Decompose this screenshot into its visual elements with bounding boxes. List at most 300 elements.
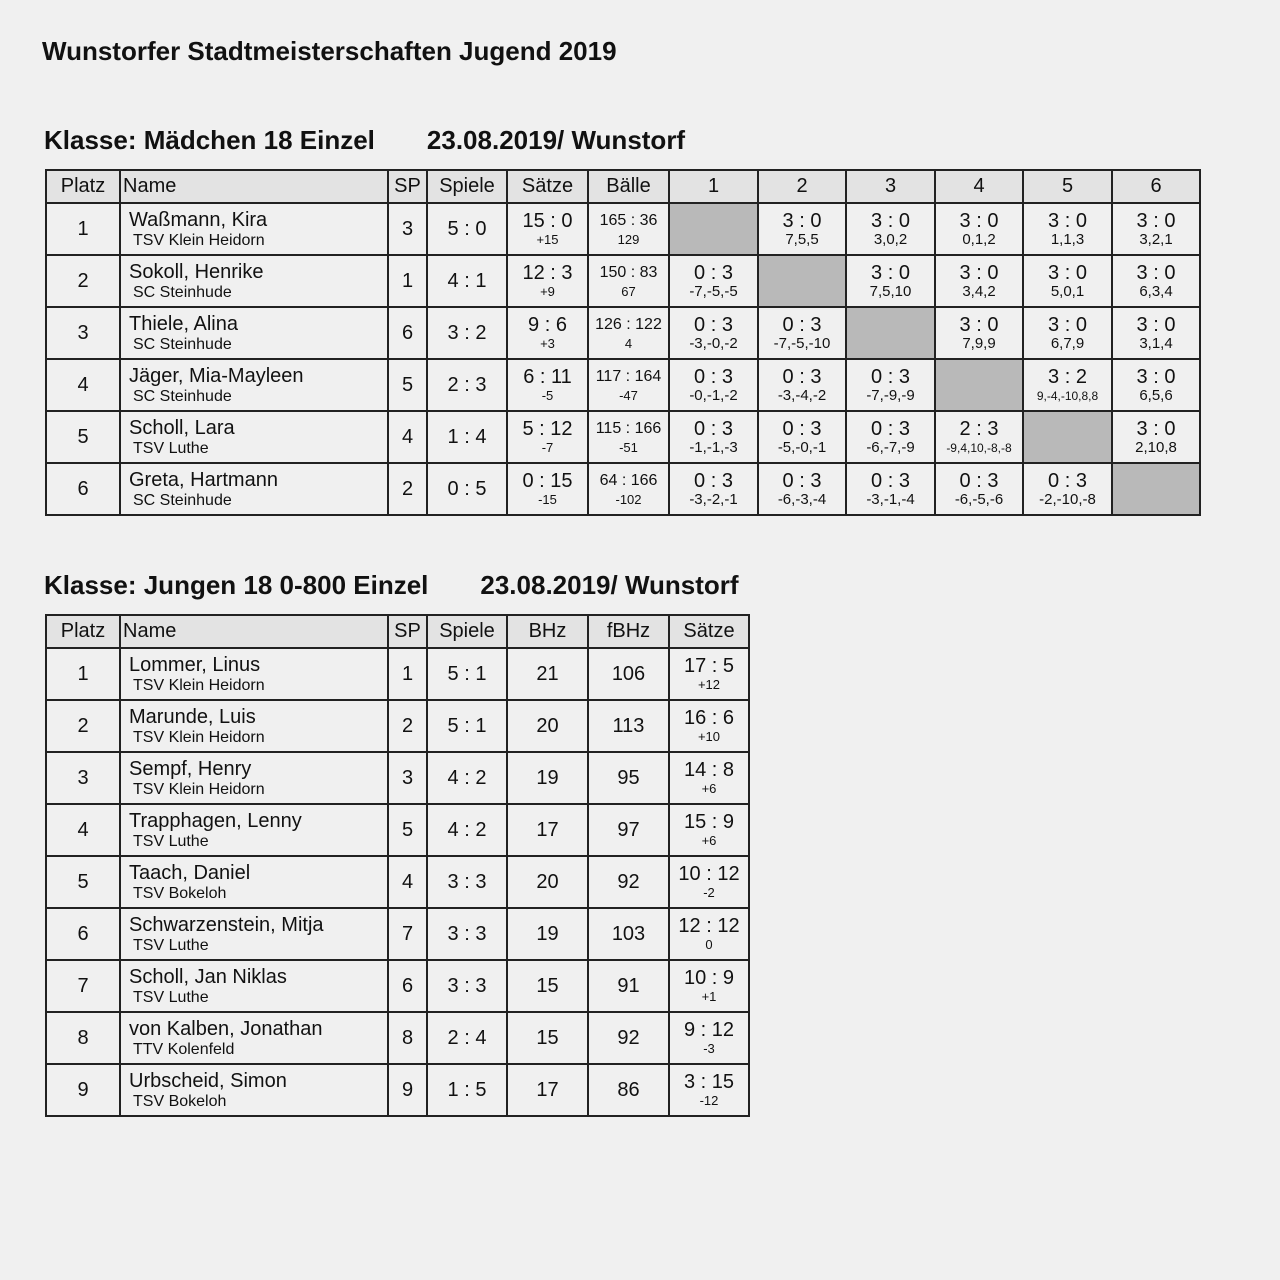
girls-results-table — [45, 169, 1201, 516]
player-name: von Kalben, Jonathan — [129, 1017, 323, 1040]
self-match-cell — [846, 307, 935, 359]
match-cell — [846, 359, 935, 411]
player-name: Marunde, Luis — [129, 705, 256, 728]
sp-cell: 8 — [388, 1012, 427, 1064]
match-sets: 0,1,2 — [962, 231, 996, 248]
platz-cell: 9 — [46, 1064, 120, 1116]
spiele-cell: 3 : 3 — [427, 856, 507, 908]
player-club: TTV Kolenfeld — [133, 1040, 235, 1058]
saetze-cell — [669, 1012, 749, 1064]
match-score: 0 : 3 — [694, 366, 733, 388]
player-name: Trapphagen, Lenny — [129, 809, 302, 832]
match-cell — [935, 255, 1023, 307]
saetze-diff: -12 — [699, 1093, 719, 1108]
saetze-diff: -15 — [538, 492, 557, 507]
sp-cell: 3 — [388, 203, 427, 255]
player-cell — [120, 648, 388, 700]
saetze-value: 3 : 15 — [683, 1071, 735, 1093]
fbhz-cell: 86 — [588, 1064, 669, 1116]
match-score: 0 : 3 — [694, 314, 733, 336]
player-name: Urbscheid, Simon — [129, 1069, 287, 1092]
match-score: 3 : 0 — [1136, 366, 1176, 388]
table-row — [46, 307, 1200, 359]
sp-cell: 4 — [388, 856, 427, 908]
col-header-name: Name — [120, 170, 388, 203]
player-cell — [120, 856, 388, 908]
self-match-cell — [669, 203, 758, 255]
player-name: Greta, Hartmann — [129, 468, 278, 491]
bhz-cell: 17 — [507, 804, 588, 856]
col-header-fbhz: fBHz — [588, 615, 669, 648]
sp-cell: 7 — [388, 908, 427, 960]
col-header-opponent-3: 3 — [846, 170, 935, 203]
bhz-cell: 20 — [507, 856, 588, 908]
baelle-value: 126 : 122 — [595, 316, 662, 333]
match-sets: 6,7,9 — [1050, 335, 1085, 352]
platz-cell: 7 — [46, 960, 120, 1012]
table-row — [46, 908, 749, 960]
saetze-diff: +9 — [540, 284, 555, 299]
col-header-spiele: Spiele — [427, 615, 507, 648]
match-sets: -3,-0,-2 — [689, 335, 738, 352]
col-header-opponent-6: 6 — [1112, 170, 1200, 203]
player-cell — [120, 411, 388, 463]
saetze-diff: +6 — [701, 781, 717, 796]
baelle-cell — [588, 463, 669, 515]
self-match-cell — [1112, 463, 1200, 515]
match-score: 0 : 3 — [871, 470, 910, 492]
baelle-cell — [588, 255, 669, 307]
player-cell — [120, 255, 388, 307]
player-cell — [120, 700, 388, 752]
saetze-diff: +3 — [540, 336, 555, 351]
baelle-cell — [588, 411, 669, 463]
player-club: TSV Bokeloh — [133, 884, 227, 902]
match-score: 3 : 0 — [1048, 314, 1087, 336]
saetze-value: 17 : 5 — [683, 655, 735, 677]
match-score: 3 : 0 — [1136, 314, 1176, 336]
sp-cell: 1 — [388, 648, 427, 700]
match-score: 0 : 3 — [871, 366, 910, 388]
match-cell — [758, 359, 846, 411]
player-club: TSV Klein Heidorn — [133, 728, 265, 746]
player-name: Taach, Daniel — [129, 861, 251, 884]
match-sets: -3,-2,-1 — [689, 491, 738, 508]
col-header-opponent-5: 5 — [1023, 170, 1112, 203]
saetze-cell — [669, 648, 749, 700]
table-row — [46, 700, 749, 752]
spiele-cell: 3 : 3 — [427, 960, 507, 1012]
table-row — [46, 960, 749, 1012]
girls-class-title: Klasse: Mädchen 18 Einzel — [44, 125, 375, 155]
match-cell — [1023, 307, 1112, 359]
sp-cell: 5 — [388, 359, 427, 411]
platz-cell: 5 — [46, 856, 120, 908]
col-header-saetze: Sätze — [669, 615, 749, 648]
match-score: 3 : 2 — [1048, 366, 1087, 388]
boys-header-row — [46, 615, 749, 648]
saetze-value: 5 : 12 — [522, 418, 573, 440]
match-score: 0 : 3 — [694, 470, 733, 492]
player-club: TSV Luthe — [133, 988, 209, 1006]
match-cell — [758, 307, 846, 359]
player-club: TSV Klein Heidorn — [133, 780, 265, 798]
table-row — [46, 648, 749, 700]
spiele-cell: 5 : 0 — [427, 203, 507, 255]
match-cell — [1023, 203, 1112, 255]
platz-cell: 1 — [46, 648, 120, 700]
saetze-value: 6 : 11 — [523, 366, 572, 388]
match-sets: 2,10,8 — [1135, 439, 1177, 456]
match-score: 3 : 0 — [1048, 262, 1087, 284]
match-sets: 3,0,2 — [873, 231, 908, 248]
saetze-diff: 0 — [705, 937, 713, 952]
saetze-cell — [669, 908, 749, 960]
sp-cell: 4 — [388, 411, 427, 463]
table-row — [46, 752, 749, 804]
table-row — [46, 463, 1200, 515]
player-club: TSV Bokeloh — [133, 1092, 227, 1110]
self-match-cell — [935, 359, 1023, 411]
player-name: Scholl, Lara — [129, 416, 235, 439]
match-score: 0 : 3 — [871, 418, 910, 440]
page-title: Wunstorfer Stadtmeisterschaften Jugend 2019 — [42, 36, 617, 66]
match-sets: 9,-4,-10,8,8 — [1036, 389, 1099, 403]
match-score: 3 : 0 — [1136, 210, 1176, 232]
baelle-value: 115 : 166 — [595, 420, 662, 437]
sp-cell: 1 — [388, 255, 427, 307]
table-row — [46, 203, 1200, 255]
sp-cell: 9 — [388, 1064, 427, 1116]
col-header-platz: Platz — [46, 615, 120, 648]
spiele-cell: 5 : 1 — [427, 648, 507, 700]
match-cell — [669, 359, 758, 411]
boys-results-table — [45, 614, 750, 1117]
platz-cell: 6 — [46, 463, 120, 515]
player-cell — [120, 463, 388, 515]
girls-heading — [44, 125, 685, 156]
match-sets: -7,-5,-10 — [773, 335, 831, 352]
saetze-value: 9 : 12 — [683, 1019, 735, 1041]
platz-cell: 3 — [46, 752, 120, 804]
player-name: Scholl, Jan Niklas — [129, 965, 287, 988]
saetze-value: 12 : 3 — [522, 262, 573, 284]
player-club: SC Steinhude — [133, 335, 232, 353]
match-sets: 3,1,4 — [1139, 335, 1173, 352]
col-header-name: Name — [120, 615, 388, 648]
col-header-spiele: Spiele — [427, 170, 507, 203]
platz-cell: 1 — [46, 203, 120, 255]
match-score: 0 : 3 — [782, 418, 822, 440]
table-row — [46, 1064, 749, 1116]
match-score: 3 : 0 — [782, 210, 822, 232]
self-match-cell — [1023, 411, 1112, 463]
col-header-opponent-1: 1 — [669, 170, 758, 203]
player-cell — [120, 804, 388, 856]
sp-cell: 6 — [388, 960, 427, 1012]
saetze-value: 15 : 0 — [522, 210, 573, 232]
match-score: 0 : 3 — [694, 418, 733, 440]
saetze-value: 14 : 8 — [683, 759, 735, 781]
girls-header-row — [46, 170, 1200, 203]
fbhz-cell: 97 — [588, 804, 669, 856]
player-cell — [120, 1064, 388, 1116]
saetze-value: 16 : 6 — [683, 707, 735, 729]
match-cell — [846, 255, 935, 307]
match-cell — [935, 307, 1023, 359]
saetze-cell — [669, 752, 749, 804]
match-score: 0 : 3 — [959, 470, 999, 492]
baelle-value: 165 : 36 — [599, 212, 658, 229]
match-sets: 6,5,6 — [1139, 387, 1173, 404]
saetze-diff: -5 — [541, 388, 554, 403]
player-cell — [120, 203, 388, 255]
bhz-cell: 17 — [507, 1064, 588, 1116]
match-cell — [1112, 203, 1200, 255]
player-cell — [120, 1012, 388, 1064]
match-cell — [669, 255, 758, 307]
col-header-baelle: Bälle — [588, 170, 669, 203]
match-score: 0 : 3 — [782, 314, 822, 336]
match-cell — [846, 411, 935, 463]
match-sets: -3,-4,-2 — [777, 387, 827, 404]
boys-heading — [44, 570, 739, 601]
saetze-value: 12 : 12 — [678, 915, 740, 937]
saetze-cell — [507, 463, 588, 515]
table-row — [46, 411, 1200, 463]
match-cell — [1112, 255, 1200, 307]
match-sets: 3,2,1 — [1139, 231, 1173, 248]
match-cell — [1023, 463, 1112, 515]
saetze-cell — [669, 960, 749, 1012]
match-cell — [1112, 307, 1200, 359]
sp-cell: 2 — [388, 463, 427, 515]
baelle-cell — [588, 203, 669, 255]
bhz-cell: 19 — [507, 908, 588, 960]
player-cell — [120, 359, 388, 411]
spiele-cell: 1 : 5 — [427, 1064, 507, 1116]
match-score: 0 : 3 — [694, 262, 733, 284]
spiele-cell: 2 : 3 — [427, 359, 507, 411]
match-cell — [846, 463, 935, 515]
spiele-cell: 4 : 2 — [427, 752, 507, 804]
match-score: 3 : 0 — [1048, 210, 1087, 232]
spiele-cell: 3 : 2 — [427, 307, 507, 359]
player-name: Lommer, Linus — [129, 653, 261, 676]
player-name: Sempf, Henry — [129, 757, 252, 780]
table-row — [46, 255, 1200, 307]
player-club: SC Steinhude — [133, 387, 232, 405]
match-sets: -7,-5,-5 — [689, 283, 738, 300]
baelle-value: 117 : 164 — [595, 368, 662, 385]
match-cell — [935, 203, 1023, 255]
saetze-cell — [669, 700, 749, 752]
saetze-diff: +6 — [701, 833, 717, 848]
fbhz-cell: 92 — [588, 856, 669, 908]
fbhz-cell: 106 — [588, 648, 669, 700]
match-sets: 6,3,4 — [1139, 283, 1173, 300]
baelle-value: 150 : 83 — [599, 264, 658, 281]
player-name: Schwarzenstein, Mitja — [129, 913, 324, 936]
match-score: 3 : 0 — [959, 262, 999, 284]
girls-date-place: 23.08.2019/ Wunstorf — [426, 125, 686, 155]
saetze-cell — [669, 804, 749, 856]
bhz-cell: 19 — [507, 752, 588, 804]
platz-cell: 5 — [46, 411, 120, 463]
platz-cell: 3 — [46, 307, 120, 359]
baelle-diff: 4 — [624, 336, 633, 351]
player-name: Waßmann, Kira — [129, 208, 268, 231]
saetze-value: 10 : 12 — [678, 863, 740, 885]
baelle-value: 64 : 166 — [599, 472, 658, 489]
player-club: TSV Luthe — [133, 439, 209, 457]
fbhz-cell: 95 — [588, 752, 669, 804]
player-cell — [120, 752, 388, 804]
platz-cell: 2 — [46, 255, 120, 307]
match-sets: -5,-0,-1 — [777, 439, 827, 456]
baelle-diff: 129 — [617, 232, 640, 247]
baelle-diff: -51 — [619, 440, 638, 455]
fbhz-cell: 103 — [588, 908, 669, 960]
match-score: 3 : 0 — [871, 210, 910, 232]
match-cell — [1023, 359, 1112, 411]
match-sets: -9,4,10,-8,-8 — [946, 441, 1012, 455]
player-name: Thiele, Alina — [129, 312, 238, 335]
saetze-value: 9 : 6 — [528, 314, 567, 336]
match-cell — [669, 307, 758, 359]
baelle-diff: -47 — [619, 388, 638, 403]
spiele-cell: 4 : 2 — [427, 804, 507, 856]
fbhz-cell: 91 — [588, 960, 669, 1012]
boys-date-place: 23.08.2019/ Wunstorf — [480, 570, 739, 600]
col-header-saetze: Sätze — [507, 170, 588, 203]
bhz-cell: 20 — [507, 700, 588, 752]
table-row — [46, 804, 749, 856]
match-score: 2 : 3 — [959, 418, 999, 440]
player-cell — [120, 908, 388, 960]
match-cell — [1023, 255, 1112, 307]
match-sets: -7,-9,-9 — [866, 387, 915, 404]
spiele-cell: 0 : 5 — [427, 463, 507, 515]
baelle-diff: -102 — [615, 492, 642, 507]
spiele-cell: 2 : 4 — [427, 1012, 507, 1064]
platz-cell: 6 — [46, 908, 120, 960]
match-cell — [1112, 359, 1200, 411]
match-sets: -6,-3,-4 — [777, 491, 827, 508]
player-name: Jäger, Mia-Mayleen — [129, 364, 304, 387]
saetze-diff: -3 — [703, 1041, 715, 1056]
platz-cell: 4 — [46, 804, 120, 856]
col-header-sp: SP — [388, 170, 427, 203]
bhz-cell: 15 — [507, 1012, 588, 1064]
match-score: 3 : 0 — [871, 262, 910, 284]
match-cell — [758, 203, 846, 255]
match-sets: -2,-10,-8 — [1039, 491, 1096, 508]
player-club: SC Steinhude — [133, 283, 232, 301]
match-cell — [669, 411, 758, 463]
table-row — [46, 359, 1200, 411]
match-score: 3 : 0 — [959, 314, 999, 336]
match-score: 0 : 3 — [782, 366, 822, 388]
match-cell — [935, 463, 1023, 515]
platz-cell: 8 — [46, 1012, 120, 1064]
player-club: TSV Klein Heidorn — [133, 676, 265, 694]
fbhz-cell: 113 — [588, 700, 669, 752]
table-row — [46, 856, 749, 908]
table-row — [46, 1012, 749, 1064]
platz-cell: 4 — [46, 359, 120, 411]
saetze-cell — [507, 307, 588, 359]
saetze-cell — [507, 255, 588, 307]
player-club: SC Steinhude — [133, 491, 232, 509]
match-sets: 1,1,3 — [1050, 231, 1085, 248]
col-header-opponent-4: 4 — [935, 170, 1023, 203]
saetze-value: 0 : 15 — [522, 470, 573, 492]
col-header-platz: Platz — [46, 170, 120, 203]
baelle-cell — [588, 359, 669, 411]
match-sets: -1,-1,-3 — [689, 439, 738, 456]
match-sets: 7,9,9 — [962, 335, 996, 352]
saetze-cell — [507, 359, 588, 411]
player-name: Sokoll, Henrike — [129, 260, 264, 283]
sp-cell: 2 — [388, 700, 427, 752]
match-score: 0 : 3 — [1048, 470, 1087, 492]
spiele-cell: 1 : 4 — [427, 411, 507, 463]
match-score: 3 : 0 — [1136, 418, 1176, 440]
saetze-value: 15 : 9 — [683, 811, 735, 833]
saetze-diff: +1 — [701, 989, 717, 1004]
baelle-diff: 67 — [621, 284, 636, 299]
match-score: 3 : 0 — [959, 210, 999, 232]
match-sets: 3,4,2 — [962, 283, 996, 300]
match-sets: -6,-5,-6 — [954, 491, 1004, 508]
match-score: 0 : 3 — [782, 470, 822, 492]
match-cell — [758, 411, 846, 463]
player-cell — [120, 960, 388, 1012]
spiele-cell: 3 : 3 — [427, 908, 507, 960]
saetze-cell — [507, 203, 588, 255]
spiele-cell: 5 : 1 — [427, 700, 507, 752]
bhz-cell: 21 — [507, 648, 588, 700]
saetze-cell — [669, 1064, 749, 1116]
match-cell — [669, 463, 758, 515]
bhz-cell: 15 — [507, 960, 588, 1012]
match-sets: 7,5,10 — [869, 283, 912, 300]
match-cell — [1112, 411, 1200, 463]
spiele-cell: 4 : 1 — [427, 255, 507, 307]
match-sets: -0,-1,-2 — [689, 387, 738, 404]
player-club: TSV Luthe — [133, 936, 209, 954]
col-header-bhz: BHz — [507, 615, 588, 648]
fbhz-cell: 92 — [588, 1012, 669, 1064]
saetze-diff: +12 — [697, 677, 721, 692]
sp-cell: 6 — [388, 307, 427, 359]
saetze-cell — [669, 856, 749, 908]
saetze-diff: -7 — [541, 440, 554, 455]
sp-cell: 3 — [388, 752, 427, 804]
col-header-opponent-2: 2 — [758, 170, 846, 203]
saetze-diff: +10 — [697, 729, 721, 744]
baelle-cell — [588, 307, 669, 359]
col-header-sp: SP — [388, 615, 427, 648]
boys-class-title: Klasse: Jungen 18 0-800 Einzel — [44, 570, 429, 600]
match-sets: -3,-1,-4 — [866, 491, 915, 508]
saetze-diff: +15 — [536, 232, 559, 247]
match-sets: 7,5,5 — [785, 231, 819, 248]
match-sets: 5,0,1 — [1050, 283, 1085, 300]
sp-cell: 5 — [388, 804, 427, 856]
player-club: TSV Klein Heidorn — [133, 231, 265, 249]
